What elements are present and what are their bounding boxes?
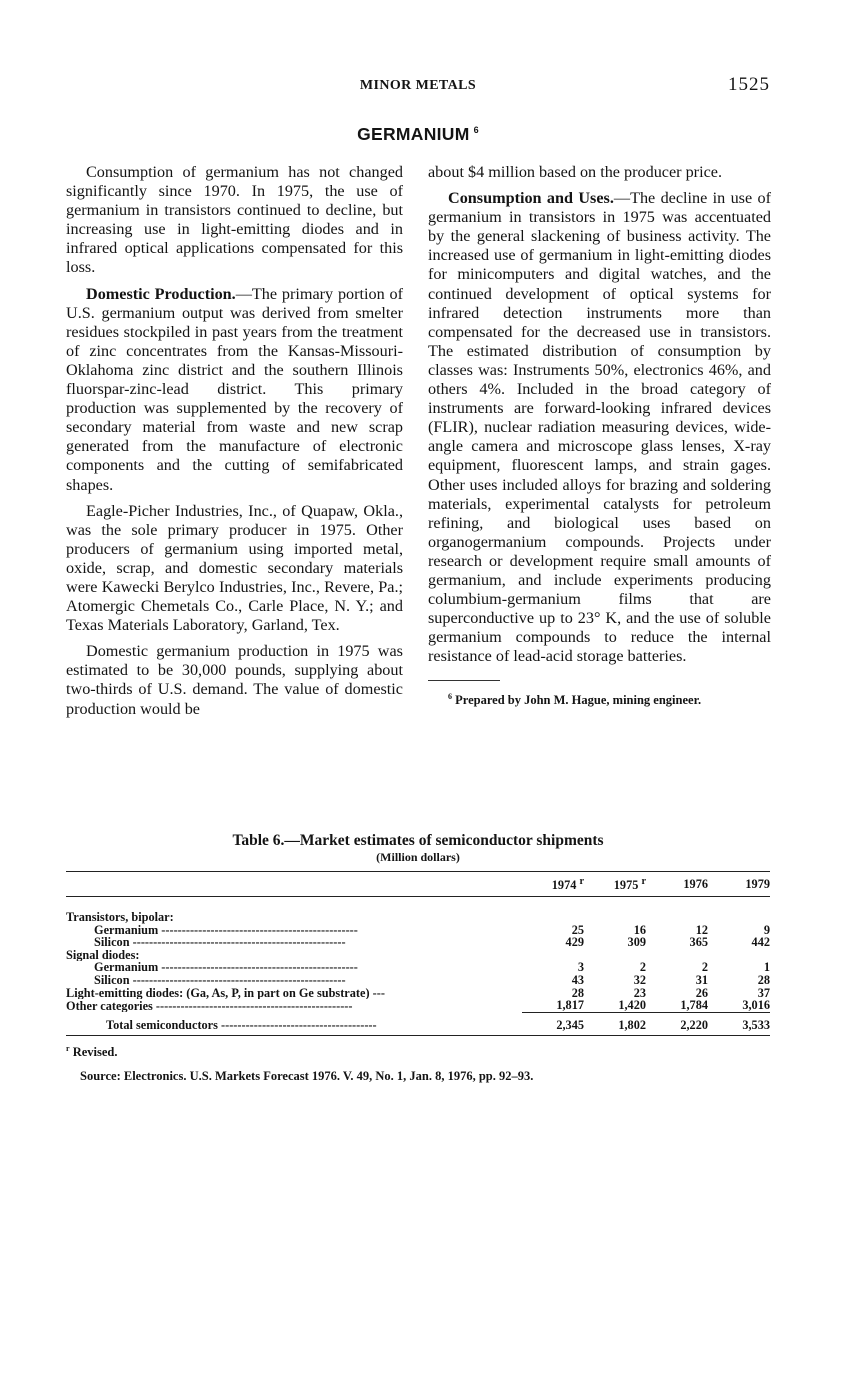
table-cell: 442 xyxy=(751,935,770,950)
table-cell: 43 xyxy=(571,973,584,988)
table-header-row xyxy=(66,872,770,897)
row-label: Silicon ---------------------------------------------------- xyxy=(94,936,346,949)
page-number: 1525 xyxy=(728,74,770,95)
footnote xyxy=(428,687,771,710)
row-label: Germanium ------------------------------------------------ xyxy=(94,961,358,975)
table-cell: 429 xyxy=(565,935,584,950)
row-label: Germanium ------------------------------------------------ xyxy=(94,923,358,937)
footnote-text: Prepared by John M. Hague, mining engineer. xyxy=(455,693,702,708)
footnote-mark: 6 xyxy=(448,692,452,702)
table-cell: 26 xyxy=(695,985,708,1000)
semiconductor-table-block xyxy=(66,832,770,1092)
table-row xyxy=(66,974,770,987)
table-row xyxy=(66,936,770,949)
header-year-1975: 1975 $^r$ xyxy=(584,872,646,897)
table-source: Source: Electronics. U.S. Markets Forecast 1976. V. 49, No. 1, Jan. 8, 1976, pp. 92–93. xyxy=(80,1068,534,1083)
table-row xyxy=(66,999,770,1012)
section-label: MINOR METALS xyxy=(359,78,477,93)
paragraph-producers: Eagle-Picher Industries, Inc., of Quapaw, Okla., was the sole primary producer in 1975. Other producers of germanium using imported metal, oxide, scrap, and domestic secondary materials were Kawecki Berylco Industries, Inc., Revere, Pa.; Atomergic Chemetals Co., Carle Place, N. Y.; and Texas Materials Laboratory, Garland, Tex. xyxy=(66,501,403,635)
article-title xyxy=(0,124,836,145)
table-notes xyxy=(66,1044,770,1083)
table-cell: 309 xyxy=(627,935,646,950)
table-cell: 2 xyxy=(701,960,708,975)
paragraph-value-continued: about $4 million based on the producer price. xyxy=(428,163,722,181)
header-label-cell xyxy=(66,872,522,897)
table-cell: 2 xyxy=(639,960,646,975)
right-column xyxy=(428,163,771,718)
table-cell: 37 xyxy=(757,985,770,1000)
table-cell: 3 xyxy=(577,960,584,975)
table-cell: 28 xyxy=(571,985,584,1000)
table-row xyxy=(66,924,770,937)
semiconductor-table xyxy=(66,871,770,1036)
table-cell: 9 xyxy=(763,922,770,937)
table-cell: 2,220 xyxy=(646,1013,708,1036)
row-label: Other categories ------------------------------------------------ xyxy=(66,999,353,1013)
title-footnote-mark: 6 xyxy=(473,125,479,136)
table-row xyxy=(66,987,770,1000)
row-label: Silicon ---------------------------------------------------- xyxy=(94,974,346,987)
table-cell: 25 xyxy=(571,922,584,937)
table-cell: 365 xyxy=(689,935,708,950)
header-year-1976: 1976 xyxy=(646,872,708,897)
table-cell: 32 xyxy=(633,973,646,988)
table-cell: 12 xyxy=(695,922,708,937)
article-title-text: GERMANIUM xyxy=(357,124,470,144)
header-year-1979: 1979 xyxy=(708,872,770,897)
table-row xyxy=(66,897,770,924)
table-cell: 31 xyxy=(695,973,708,988)
table-cell: 28 xyxy=(757,973,770,988)
row-label: Total semiconductors -------------------------------------- xyxy=(66,1013,522,1036)
footnote-divider xyxy=(428,680,500,681)
row-label: Transistors, bipolar: xyxy=(66,910,174,924)
left-column xyxy=(66,163,403,726)
table-cell: 1,817 xyxy=(556,998,584,1013)
table-cell: 2,345 xyxy=(522,1013,584,1036)
table-cell: 3,016 xyxy=(742,998,770,1013)
table-cell: 16 xyxy=(633,922,646,937)
table-total-row xyxy=(66,1013,770,1036)
consumption-uses-body: —The decline in use of germanium in transistors in 1975 was accentuated by the general slackening of business activity. The increased use of germanium in light-emitting diodes for minicomputers and digital watches, and the continued development of optical systems for infrared detection instruments more than compensated for the decreased use in transistors. The estimated distribution of consumption by classes was: Instruments 50%, electronics 46%, and others 4%. Included in the broad category of instruments are forward-looking infrared devices (FLIR), nuclear radiation measuring devices, wide-angle camera and microscope glass lenses, X-ray equipment, fluorescent lamps, and strain gages. Other uses included alloys for brazing and soldering materials, experimental catalysts for petroleum refining, and biological uses based on organogermanium compounds. Projects under research or development require small amounts of germanium, and include experiments producing columbium-germanium films that are superconductive up to 23° K, and the use of soluble germanium compounds to reduce the internal resistance of lead-acid storage batteries. xyxy=(428,189,771,666)
heading-domestic-production: Domestic Production. xyxy=(86,284,236,303)
paragraph-consumption-intro: Consumption of germanium has not changed significantly since 1970. In 1975, the use of germanium in transistors continued to decline, but increasing use in light-emitting diodes and in infrared optical applications compensated for this loss. xyxy=(66,163,403,277)
paragraph-production-estimate: Domestic germanium production in 1975 was estimated to be 30,000 pounds, supplying about two-thirds of U.S. demand. The value of domestic production would be xyxy=(66,642,403,718)
table-cell: 3,533 xyxy=(708,1013,770,1036)
header-year-1974: 1974 $^r$ xyxy=(522,872,584,897)
row-label: Signal diodes: xyxy=(66,948,140,962)
revised-note: $^r$ Revised. xyxy=(66,1044,118,1060)
table-cell: 1,802 xyxy=(584,1013,646,1036)
table-cell: 1,784 xyxy=(680,998,708,1013)
row-label: Light-emitting diodes: (Ga, As, P, in part on Ge substrate) --- xyxy=(66,986,385,1000)
paragraph-domestic-production xyxy=(66,285,403,495)
table-cell: 23 xyxy=(633,985,646,1000)
table-cell: 1 xyxy=(763,960,770,975)
table-row xyxy=(66,949,770,962)
paragraph-consumption-uses xyxy=(428,189,771,666)
table-title: Table 6.—Market estimates of semiconductor shipments xyxy=(232,832,604,849)
table-row xyxy=(66,961,770,974)
heading-consumption-uses: Consumption and Uses. xyxy=(448,189,614,208)
table-cell: 1,420 xyxy=(618,998,646,1013)
domestic-production-body: —The primary portion of U.S. germanium output was derived from smelter residues stockpiled in past years from the treatment of zinc concentrates from the Kansas-Missouri-Oklahoma zinc district and the southern Illinois fluorspar-zinc-lead district. This primary production was supplemented by the recovery of secondary material from waste and new scrap generated from the manufacture of electronic components and the cutting of semifabricated shapes. xyxy=(66,284,404,494)
table-subtitle: (Million dollars) xyxy=(376,850,460,864)
